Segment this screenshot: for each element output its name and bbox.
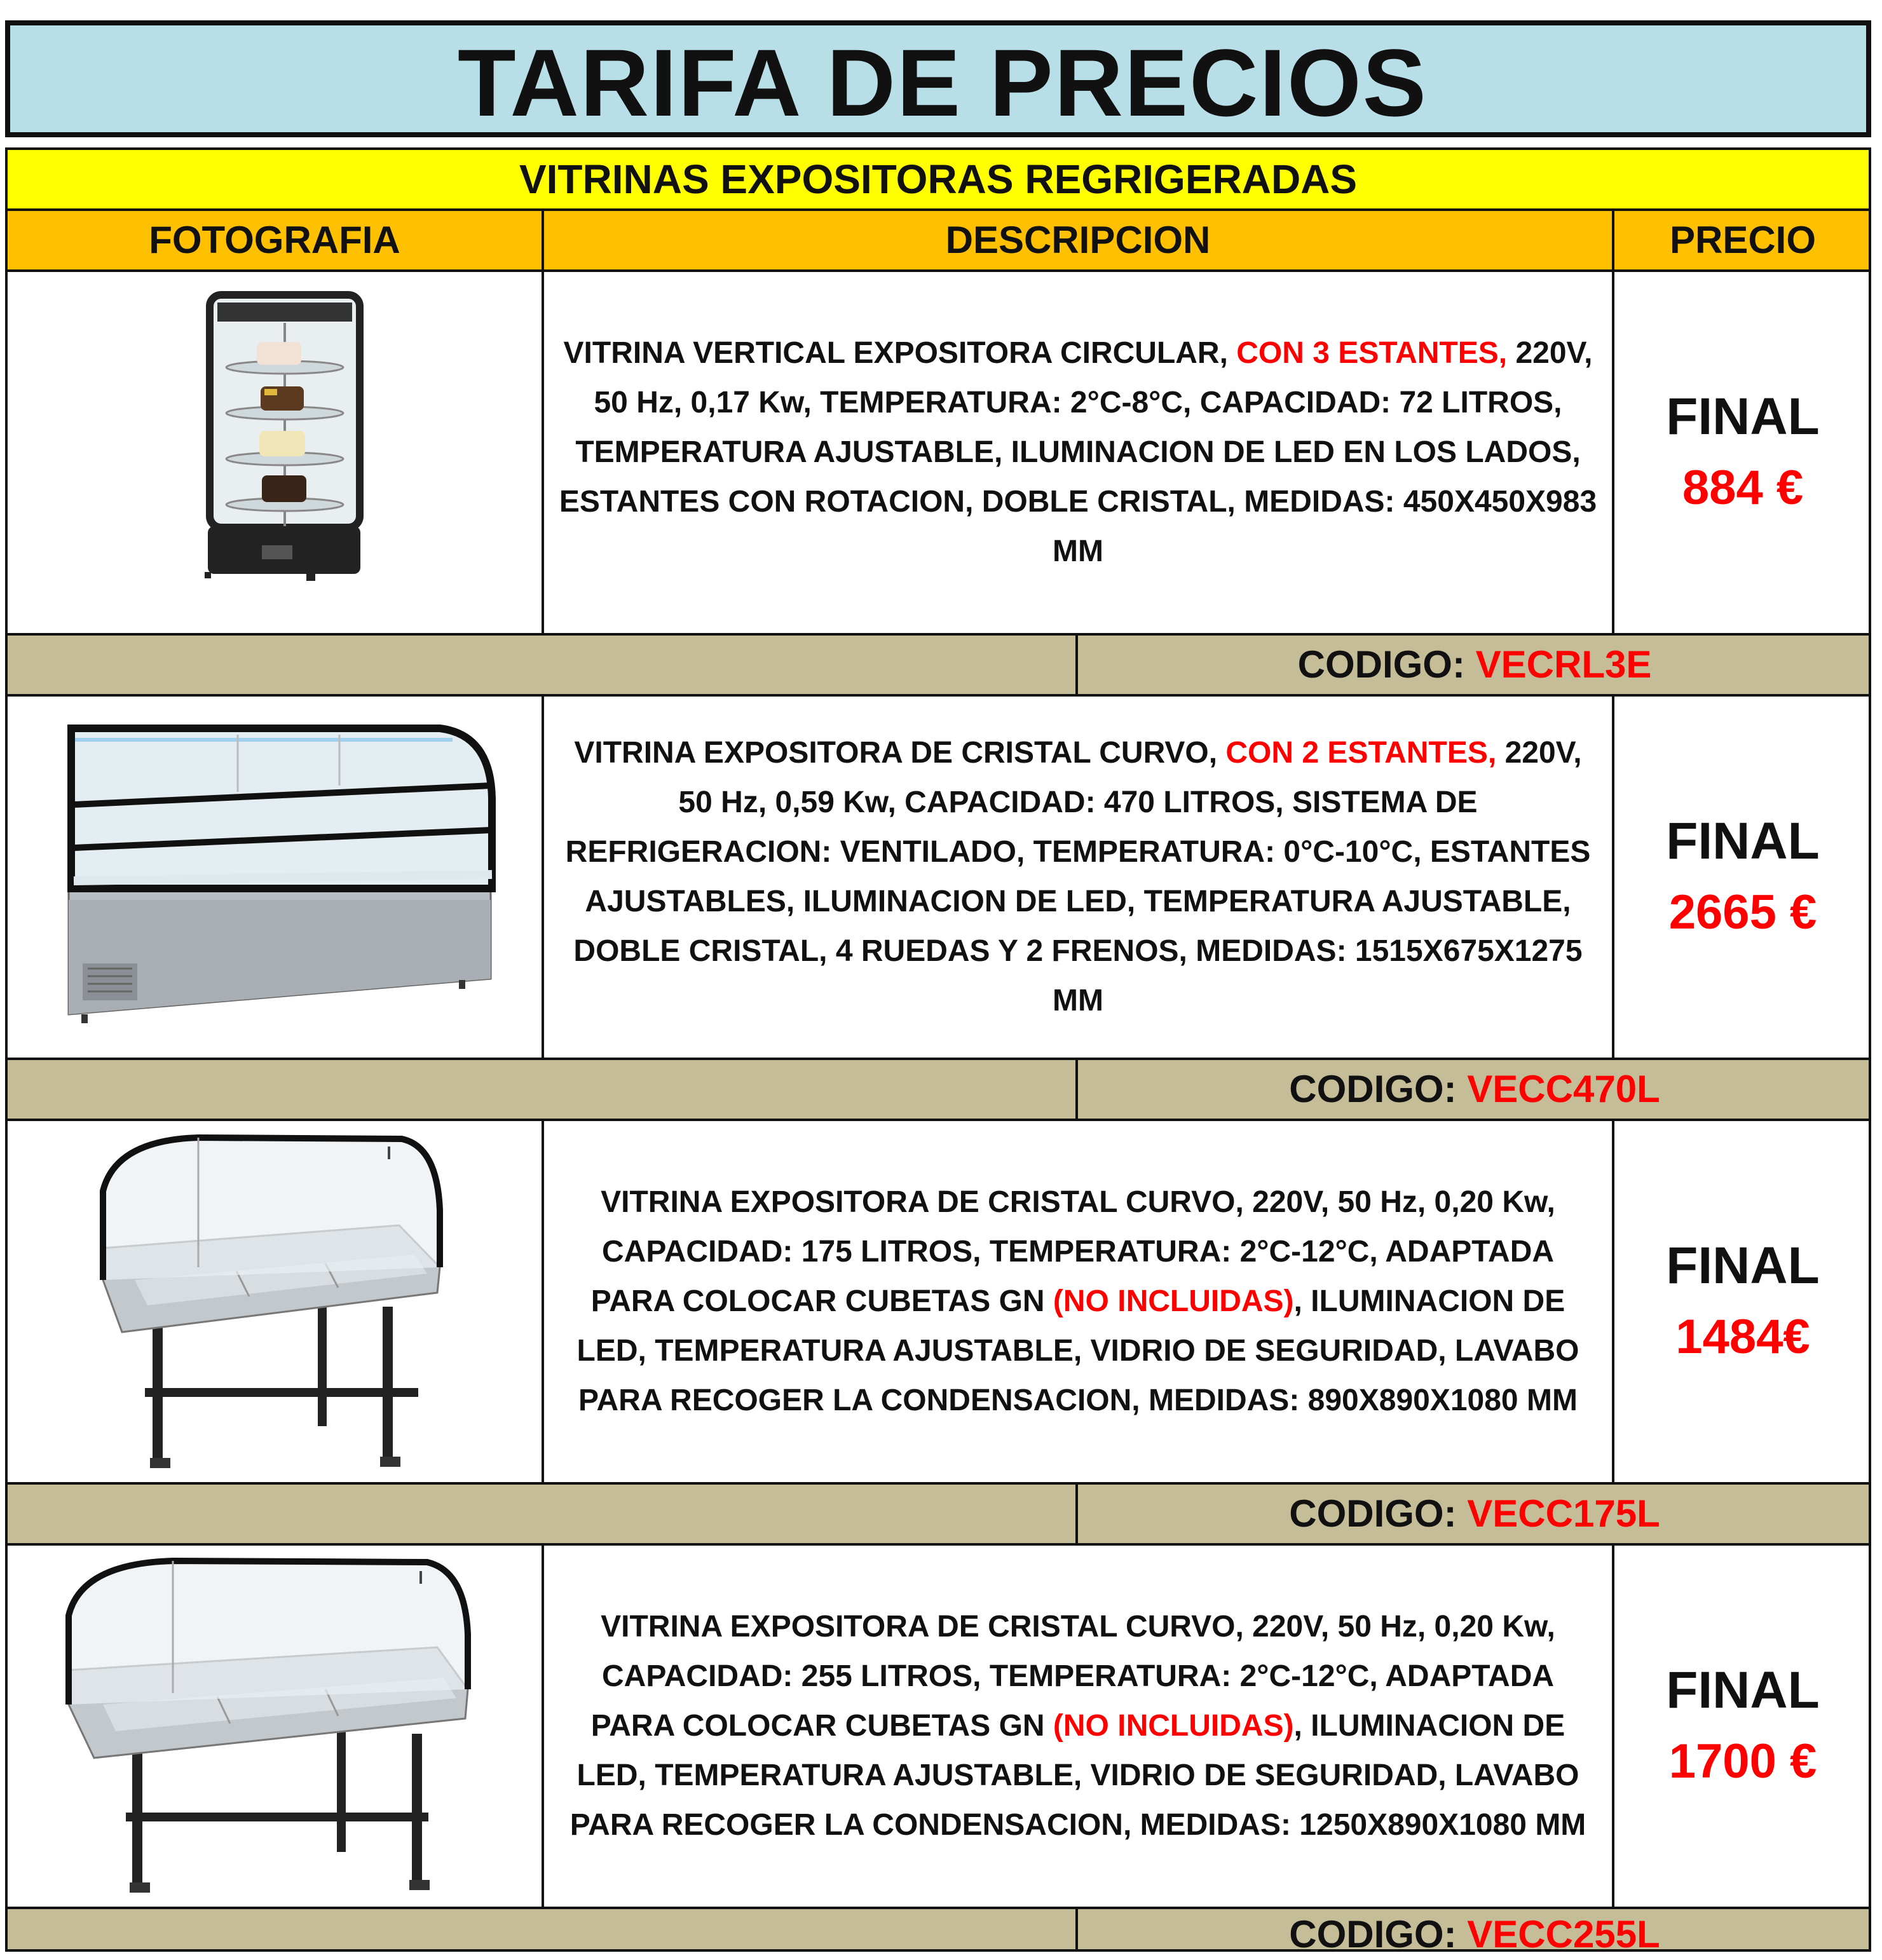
table-row	[5, 272, 1871, 636]
highlight-text: CON 2 ESTANTES,	[1225, 736, 1497, 770]
price-label: FINAL	[1666, 1237, 1820, 1295]
product-price	[1614, 1121, 1871, 1482]
round-display-case-image	[8, 272, 542, 633]
product-description: VITRINA EXPOSITORA DE CRISTAL CURVO, CON 2 ESTANTES, 220V, 50 Hz, 0,59 Kw, CAPACIDAD: 470 LITROS, SISTEMA DE REFRIGERACION: VENTILADO, TEMPERATURA: 0°C-10°C, ESTANTES AJUSTABLES, ILUMINACION DE LED, TEMPERATURA AJUSTABLE, DOBLE CRISTAL, 4 RUEDAS Y 2 FRENOS, MEDIDAS: 1515X675X1275 MM	[544, 697, 1614, 1058]
code-row	[5, 636, 1871, 697]
page-title-text: TARIFA DE PRECIOS	[458, 29, 1428, 136]
price-label: FINAL	[1666, 1661, 1820, 1719]
highlight-text: (NO INCLUIDAS)	[1053, 1284, 1294, 1318]
product-code: CODIGO: VECRL3E	[1297, 643, 1652, 686]
code-value: VECC255L	[1467, 1913, 1660, 1956]
product-photo	[8, 697, 544, 1058]
product-photo	[8, 1546, 544, 1907]
product-photo	[8, 272, 544, 633]
code-value: VECRL3E	[1475, 643, 1652, 686]
gn-display-case-large-image	[8, 1546, 542, 1907]
section-title: VITRINAS EXPOSITORAS REGRIGERADAS	[5, 147, 1871, 211]
code-row	[5, 1485, 1871, 1546]
product-description: VITRINA EXPOSITORA DE CRISTAL CURVO, 220V, 50 Hz, 0,20 Kw, CAPACIDAD: 175 LITROS, TEMPERATURA: 2°C-12°C, ADAPTADA PARA COLOCAR CUBETAS GN (NO INCLUIDAS), ILUMINACION DE LED, TEMPERATURA AJUSTABLE, VIDRIO DE SEGURIDAD, LAVABO PARA RECOGER LA CONDENSACION, MEDIDAS: 890X890X1080 MM	[544, 1121, 1614, 1482]
price-value: 1484€	[1675, 1310, 1810, 1364]
product-code: CODIGO: VECC470L	[1289, 1068, 1660, 1110]
highlight-text: (NO INCLUIDAS)	[1053, 1709, 1294, 1743]
price-value: 884 €	[1682, 461, 1804, 515]
header-photo: FOTOGRAFIA	[8, 211, 544, 269]
code-row	[5, 1060, 1871, 1121]
product-price	[1614, 697, 1871, 1058]
table-row	[5, 697, 1871, 1060]
price-label: FINAL	[1666, 812, 1820, 870]
code-row	[5, 1909, 1871, 1956]
curved-glass-display-image	[8, 697, 542, 1058]
table-row	[5, 1121, 1871, 1485]
product-code: CODIGO: VECC175L	[1289, 1492, 1660, 1535]
gn-display-case-image	[8, 1121, 542, 1482]
product-description: VITRINA EXPOSITORA DE CRISTAL CURVO, 220V, 50 Hz, 0,20 Kw, CAPACIDAD: 255 LITROS, TEMPERATURA: 2°C-12°C, ADAPTADA PARA COLOCAR CUBETAS GN (NO INCLUIDAS), ILUMINACION DE LED, TEMPERATURA AJUSTABLE, VIDRIO DE SEGURIDAD, LAVABO PARA RECOGER LA CONDENSACION, MEDIDAS: 1250X890X1080 MM	[544, 1546, 1614, 1907]
product-description: VITRINA VERTICAL EXPOSITORA CIRCULAR, CON 3 ESTANTES, 220V, 50 Hz, 0,17 Kw, TEMPERATURA: 2°C-8°C, CAPACIDAD: 72 LITROS, TEMPERATURA AJUSTABLE, ILUMINACION DE LED EN LOS LADOS, ESTANTES CON ROTACION, DOBLE CRISTAL, MEDIDAS: 450X450X983 MM	[544, 272, 1614, 633]
header-price: PRECIO	[1669, 219, 1817, 261]
code-value: VECC470L	[1467, 1068, 1660, 1110]
table-header	[5, 211, 1871, 272]
product-code: CODIGO: VECC255L	[1289, 1913, 1660, 1956]
product-photo	[8, 1121, 544, 1482]
price-label: FINAL	[1666, 388, 1820, 446]
page-title	[5, 20, 1871, 137]
table-row	[5, 1546, 1871, 1909]
product-price	[1614, 1546, 1871, 1907]
header-description: DESCRIPCION	[544, 211, 1614, 269]
price-value: 1700 €	[1668, 1734, 1817, 1788]
highlight-text: CON 3 ESTANTES,	[1236, 336, 1508, 370]
code-value: VECC175L	[1467, 1492, 1660, 1535]
price-value: 2665 €	[1668, 885, 1817, 939]
product-price	[1614, 272, 1871, 633]
